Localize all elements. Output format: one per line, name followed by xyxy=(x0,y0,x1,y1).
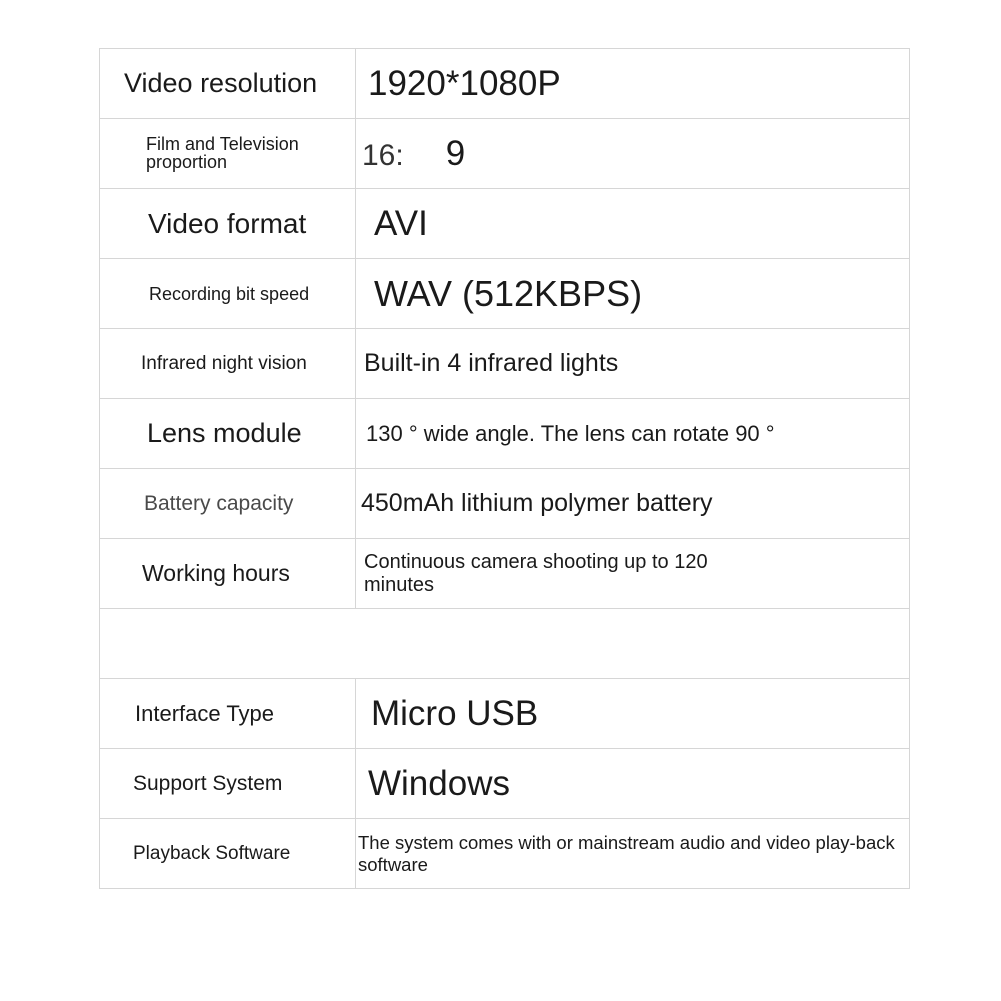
spec-value: The system comes with or mainstream audio and video play-back software xyxy=(358,832,895,875)
table-row-empty xyxy=(100,609,910,679)
ratio-left: 16: xyxy=(362,139,404,172)
table-row xyxy=(100,49,910,119)
ratio-right: 9 xyxy=(445,134,466,173)
table-row xyxy=(100,189,910,259)
table-row xyxy=(100,749,910,819)
spec-label: Recording bit speed xyxy=(149,283,310,304)
table-row xyxy=(100,679,910,749)
spec-label: Battery capacity xyxy=(144,492,294,515)
spec-value: 450mAh lithium polymer battery xyxy=(361,489,713,517)
spec-label-cell xyxy=(100,679,356,749)
spec-label: Video resolution xyxy=(124,68,318,98)
spec-label: Video format xyxy=(148,207,307,239)
spec-value-cell xyxy=(356,749,910,819)
spec-label-cell xyxy=(100,329,356,399)
spec-label-cell xyxy=(100,469,356,539)
spec-value: Continuous camera shooting up to 120 minutes xyxy=(364,551,708,596)
table-row xyxy=(100,469,910,539)
spec-value: Micro USB xyxy=(371,694,539,733)
spec-label-cell xyxy=(100,189,356,259)
spec-value-cell xyxy=(356,469,910,539)
table-row xyxy=(100,259,910,329)
spec-value-cell xyxy=(356,399,910,469)
spec-label-cell xyxy=(100,399,356,469)
spec-value-cell xyxy=(356,539,910,609)
spec-label: Interface Type xyxy=(135,700,275,726)
spec-label-cell xyxy=(100,49,356,119)
spec-label: Film and Television proportion xyxy=(146,133,299,172)
table-row xyxy=(100,539,910,609)
spec-value: WAV (512KBPS) xyxy=(374,272,643,314)
spec-value: AVI xyxy=(374,204,428,243)
spec-value-cell xyxy=(356,259,910,329)
table-row xyxy=(100,119,910,189)
spec-value-cell xyxy=(356,119,910,189)
spec-label-cell xyxy=(100,539,356,609)
table-row xyxy=(100,399,910,469)
spec-label: Lens module xyxy=(147,418,302,448)
spec-value-cell xyxy=(356,329,910,399)
spec-value-cell xyxy=(356,819,910,889)
spec-label-cell xyxy=(100,119,356,189)
spec-value: 1920*1080P xyxy=(368,64,561,103)
spec-value xyxy=(356,136,909,171)
table-row xyxy=(100,819,910,889)
spec-label: Support System xyxy=(133,772,283,795)
empty-cell xyxy=(100,609,910,679)
spec-label: Working hours xyxy=(142,560,290,586)
spec-table xyxy=(99,48,910,889)
table-row xyxy=(100,329,910,399)
spec-value: 130 ° wide angle. The lens can rotate 90 ° xyxy=(366,420,775,446)
spec-label: Infrared night vision xyxy=(141,353,307,374)
spec-label: Playback Software xyxy=(133,843,291,864)
spec-value-cell xyxy=(356,679,910,749)
spec-value: Windows xyxy=(368,764,510,803)
spec-label-cell xyxy=(100,259,356,329)
spec-label-cell xyxy=(100,819,356,889)
spec-value: Built-in 4 infrared lights xyxy=(364,349,619,377)
spec-label-cell xyxy=(100,749,356,819)
spec-value-cell xyxy=(356,189,910,259)
spec-value-cell xyxy=(356,49,910,119)
